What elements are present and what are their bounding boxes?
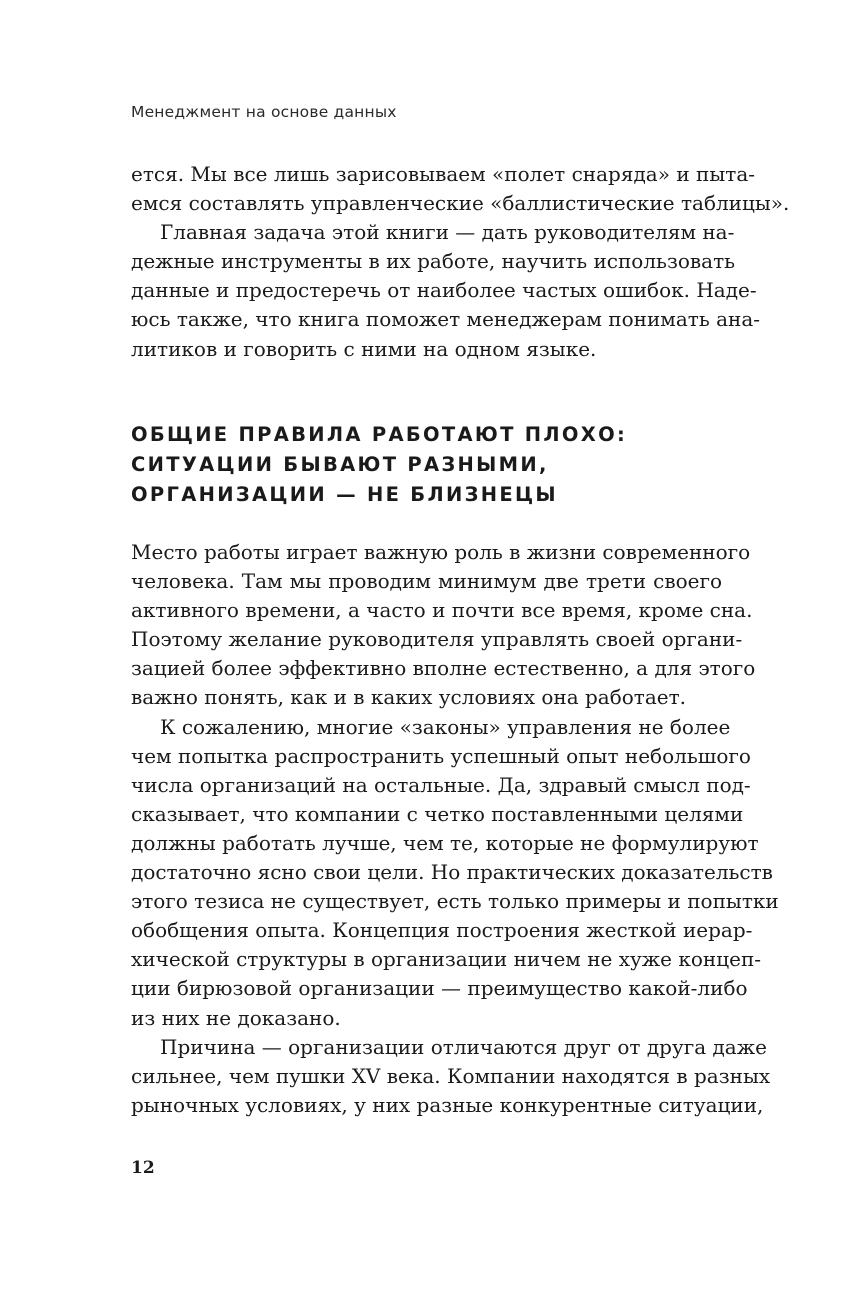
heading-line: ОРГАНИЗАЦИИ — НЕ БЛИЗНЕЦЫ: [131, 483, 558, 506]
text-line: емся составлять управленческие «баллистические таблицы».: [131, 191, 790, 216]
section-heading: [131, 420, 627, 510]
text-line: Главная задача этой книги — дать руководителям на-: [160, 220, 735, 245]
section-body-text: [131, 538, 779, 1120]
text-line: зацией более эффективно вполне естественно, а для этого: [131, 656, 756, 681]
text-line: ции бирюзовой организации — преимущество какой-либо: [131, 976, 748, 1001]
text-line: человека. Там мы проводим минимум две трети своего: [131, 569, 722, 594]
heading-line: ОБЩИЕ ПРАВИЛА РАБОТАЮТ ПЛОХО:: [131, 423, 628, 446]
text-line: К сожалению, многие «законы» управления не более: [160, 714, 731, 739]
text-line: рыночных условиях, у них разные конкурентные ситуации,: [131, 1092, 764, 1117]
text-line: чем попытка распространить успешный опыт небольшого: [131, 743, 751, 768]
text-line: литиков и говорить с ними на одном языке.: [131, 336, 597, 361]
text-line: Причина — организации отличаются друг от друга даже: [160, 1034, 767, 1059]
intro-text: [131, 160, 790, 364]
text-line: из них не доказано.: [131, 1005, 341, 1030]
text-line: важно понять, как и в каких условиях она работает.: [131, 685, 687, 710]
page-number: 12: [131, 1158, 155, 1178]
text-line: сильнее, чем пушки XV века. Компании находятся в разных: [131, 1063, 771, 1088]
text-line: этого тезиса не существует, есть только примеры и попытки: [131, 889, 779, 914]
text-line: ется. Мы все лишь зарисовываем «полет снаряда» и пыта-: [131, 162, 755, 186]
text-line: достаточно ясно свои цели. Но практических доказательств: [131, 860, 773, 885]
text-line: сказывает, что компании с четко поставленными целями: [131, 801, 744, 826]
text-line: дежные инструменты в их работе, научить использовать: [131, 249, 736, 274]
text-line: числа организаций на остальные. Да, здравый смысл под-: [131, 772, 751, 797]
text-line: Поэтому желание руководителя управлять своей органи-: [131, 627, 743, 652]
text-line: активного времени, а часто и почти все время, кроме сна.: [131, 598, 753, 623]
text-line: обобщения опыта. Концепция построения жесткой иерар-: [131, 918, 753, 943]
text-line: Место работы играет важную роль в жизни современного: [131, 540, 751, 564]
heading-line: СИТУАЦИИ БЫВАЮТ РАЗНЫМИ,: [131, 453, 549, 476]
text-line: данные и предостеречь от наиболее частых ошибок. Наде-: [131, 278, 757, 303]
text-line: юсь также, что книга поможет менеджерам понимать ана-: [131, 307, 761, 332]
text-line: должны работать лучше, чем те, которые не формулируют: [131, 830, 759, 855]
text-line: хической структуры в организации ничем не хуже концеп-: [131, 947, 762, 972]
running-head: Менеджмент на основе данных: [131, 103, 397, 121]
